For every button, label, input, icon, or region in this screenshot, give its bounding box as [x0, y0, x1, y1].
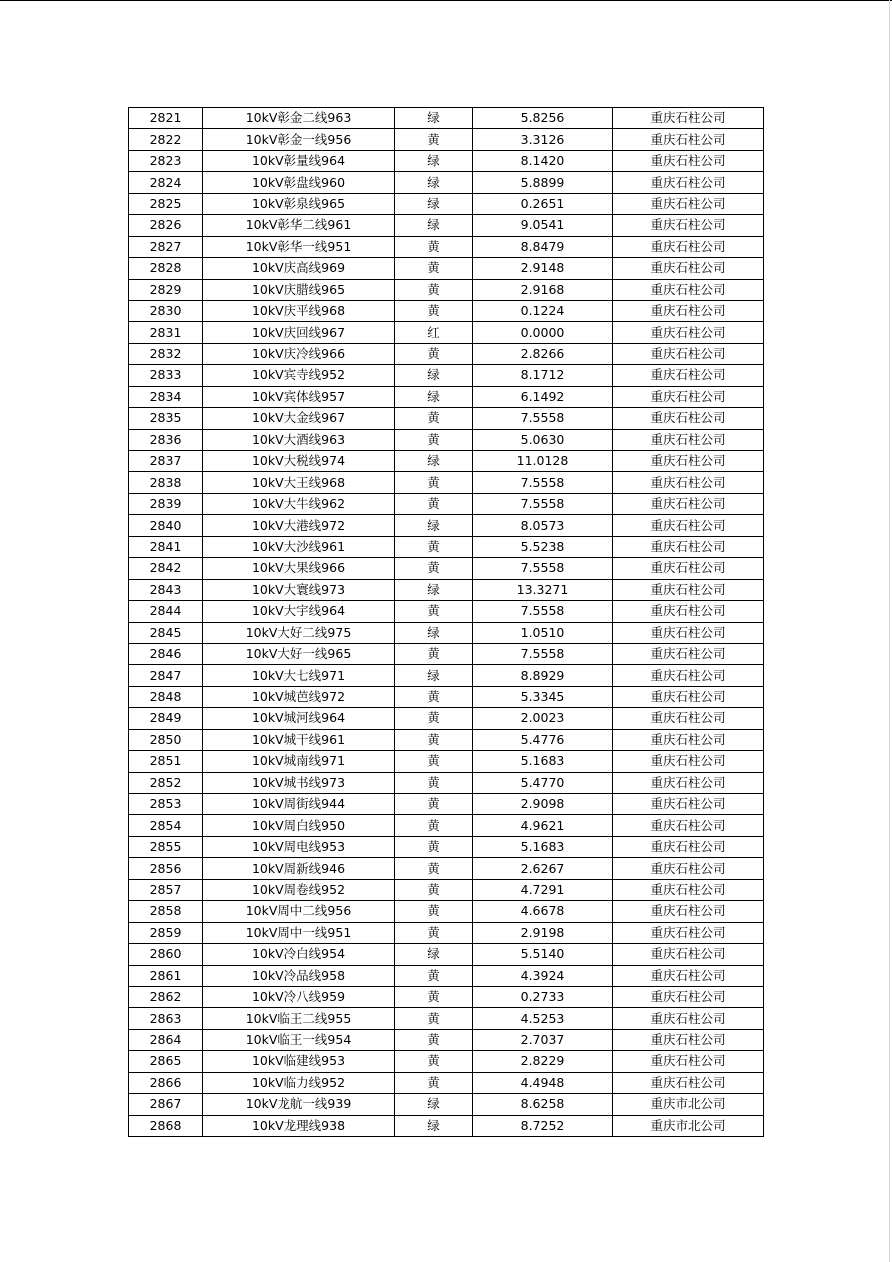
line-name-cell: 10kV庆高线969	[203, 258, 395, 279]
value-cell: 2.9098	[473, 794, 613, 815]
table-row	[129, 879, 764, 900]
table-row	[129, 1115, 764, 1136]
value-cell: 0.0000	[473, 322, 613, 343]
line-name-cell: 10kV大港线972	[203, 515, 395, 536]
table-row	[129, 1072, 764, 1093]
company-cell: 重庆石柱公司	[613, 944, 764, 965]
table-row	[129, 579, 764, 600]
line-name-cell: 10kV临力线952	[203, 1072, 395, 1093]
line-name-cell: 10kV大果线966	[203, 558, 395, 579]
company-cell: 重庆石柱公司	[613, 1051, 764, 1072]
row-number-cell: 2828	[129, 258, 203, 279]
line-name-cell: 10kV周街线944	[203, 794, 395, 815]
row-number-cell: 2851	[129, 751, 203, 772]
line-name-cell: 10kV临建线953	[203, 1051, 395, 1072]
status-cell: 黄	[395, 429, 473, 450]
table-row	[129, 365, 764, 386]
company-cell: 重庆石柱公司	[613, 386, 764, 407]
line-name-cell: 10kV城干线961	[203, 729, 395, 750]
row-number-cell: 2856	[129, 858, 203, 879]
line-name-cell: 10kV龙航一线939	[203, 1094, 395, 1115]
value-cell: 5.3345	[473, 686, 613, 707]
status-cell: 绿	[395, 108, 473, 129]
row-number-cell: 2842	[129, 558, 203, 579]
table-row	[129, 772, 764, 793]
status-cell: 黄	[395, 729, 473, 750]
row-number-cell: 2831	[129, 322, 203, 343]
value-cell: 2.6267	[473, 858, 613, 879]
table-row	[129, 258, 764, 279]
status-cell: 黄	[395, 836, 473, 857]
row-number-cell: 2868	[129, 1115, 203, 1136]
company-cell: 重庆石柱公司	[613, 729, 764, 750]
company-cell: 重庆石柱公司	[613, 129, 764, 150]
status-cell: 绿	[395, 193, 473, 214]
company-cell: 重庆石柱公司	[613, 150, 764, 171]
value-cell: 7.5558	[473, 408, 613, 429]
company-cell: 重庆石柱公司	[613, 1072, 764, 1093]
company-cell: 重庆石柱公司	[613, 1029, 764, 1050]
line-name-cell: 10kV城书线973	[203, 772, 395, 793]
value-cell: 5.8256	[473, 108, 613, 129]
company-cell: 重庆石柱公司	[613, 965, 764, 986]
row-number-cell: 2852	[129, 772, 203, 793]
status-cell: 黄	[395, 986, 473, 1007]
line-name-cell: 10kV周中二线956	[203, 901, 395, 922]
table-row	[129, 236, 764, 257]
value-cell: 8.8929	[473, 665, 613, 686]
line-name-cell: 10kV大税线974	[203, 451, 395, 472]
status-cell: 黄	[395, 300, 473, 321]
status-cell: 黄	[395, 601, 473, 622]
company-cell: 重庆石柱公司	[613, 300, 764, 321]
table-row	[129, 343, 764, 364]
value-cell: 4.9621	[473, 815, 613, 836]
status-cell: 黄	[395, 794, 473, 815]
line-name-cell: 10kV大七线971	[203, 665, 395, 686]
status-cell: 黄	[395, 472, 473, 493]
status-cell: 黄	[395, 493, 473, 514]
line-name-cell: 10kV彰泉线965	[203, 193, 395, 214]
company-cell: 重庆石柱公司	[613, 258, 764, 279]
table-row	[129, 622, 764, 643]
table-row	[129, 408, 764, 429]
row-number-cell: 2864	[129, 1029, 203, 1050]
value-cell: 0.1224	[473, 300, 613, 321]
table-row	[129, 429, 764, 450]
line-name-cell: 10kV周中一线951	[203, 922, 395, 943]
row-number-cell: 2867	[129, 1094, 203, 1115]
company-cell: 重庆石柱公司	[613, 365, 764, 386]
line-name-cell: 10kV临王二线955	[203, 1008, 395, 1029]
table-row	[129, 129, 764, 150]
table-row	[129, 1029, 764, 1050]
status-cell: 黄	[395, 1051, 473, 1072]
line-name-cell: 10kV冷品线958	[203, 965, 395, 986]
value-cell: 7.5558	[473, 601, 613, 622]
row-number-cell: 2854	[129, 815, 203, 836]
status-cell: 黄	[395, 815, 473, 836]
table-row	[129, 751, 764, 772]
value-cell: 4.5253	[473, 1008, 613, 1029]
table-row	[129, 279, 764, 300]
table-row	[129, 1008, 764, 1029]
status-cell: 黄	[395, 751, 473, 772]
row-number-cell: 2865	[129, 1051, 203, 1072]
company-cell: 重庆石柱公司	[613, 279, 764, 300]
value-cell: 2.8229	[473, 1051, 613, 1072]
status-cell: 绿	[395, 150, 473, 171]
row-number-cell: 2843	[129, 579, 203, 600]
row-number-cell: 2832	[129, 343, 203, 364]
value-cell: 11.0128	[473, 451, 613, 472]
status-cell: 黄	[395, 129, 473, 150]
status-cell: 绿	[395, 386, 473, 407]
line-name-cell: 10kV大寰线973	[203, 579, 395, 600]
value-cell: 7.5558	[473, 558, 613, 579]
company-cell: 重庆石柱公司	[613, 643, 764, 664]
status-cell: 黄	[395, 1029, 473, 1050]
value-cell: 8.8479	[473, 236, 613, 257]
table-row	[129, 815, 764, 836]
value-cell: 5.0630	[473, 429, 613, 450]
row-number-cell: 2823	[129, 150, 203, 171]
line-name-cell: 10kV庆回线967	[203, 322, 395, 343]
table-row	[129, 472, 764, 493]
company-cell: 重庆石柱公司	[613, 493, 764, 514]
value-cell: 0.2651	[473, 193, 613, 214]
table-row	[129, 686, 764, 707]
row-number-cell: 2866	[129, 1072, 203, 1093]
status-cell: 黄	[395, 536, 473, 557]
status-cell: 黄	[395, 236, 473, 257]
line-name-cell: 10kV庆腊线965	[203, 279, 395, 300]
table-row	[129, 901, 764, 922]
status-cell: 黄	[395, 686, 473, 707]
table-row	[129, 665, 764, 686]
row-number-cell: 2829	[129, 279, 203, 300]
company-cell: 重庆市北公司	[613, 1115, 764, 1136]
value-cell: 8.1712	[473, 365, 613, 386]
company-cell: 重庆石柱公司	[613, 772, 764, 793]
table-row	[129, 215, 764, 236]
line-name-cell: 10kV城芭线972	[203, 686, 395, 707]
line-name-cell: 10kV大好二线975	[203, 622, 395, 643]
status-cell: 黄	[395, 922, 473, 943]
status-cell: 黄	[395, 643, 473, 664]
status-cell: 绿	[395, 1115, 473, 1136]
table-row	[129, 708, 764, 729]
value-cell: 4.4948	[473, 1072, 613, 1093]
row-number-cell: 2862	[129, 986, 203, 1007]
row-number-cell: 2844	[129, 601, 203, 622]
row-number-cell: 2827	[129, 236, 203, 257]
value-cell: 2.8266	[473, 343, 613, 364]
status-cell: 绿	[395, 215, 473, 236]
line-name-cell: 10kV周卷线952	[203, 879, 395, 900]
company-cell: 重庆石柱公司	[613, 172, 764, 193]
value-cell: 8.6258	[473, 1094, 613, 1115]
company-cell: 重庆石柱公司	[613, 836, 764, 857]
company-cell: 重庆石柱公司	[613, 193, 764, 214]
table-row	[129, 794, 764, 815]
status-cell: 绿	[395, 622, 473, 643]
line-name-cell: 10kV彰量线964	[203, 150, 395, 171]
page-right-edge	[889, 0, 890, 1262]
row-number-cell: 2849	[129, 708, 203, 729]
line-name-cell: 10kV庆平线968	[203, 300, 395, 321]
table-row	[129, 150, 764, 171]
value-cell: 5.8899	[473, 172, 613, 193]
row-number-cell: 2859	[129, 922, 203, 943]
row-number-cell: 2825	[129, 193, 203, 214]
table-row	[129, 536, 764, 557]
table-row	[129, 515, 764, 536]
status-cell: 黄	[395, 1072, 473, 1093]
line-name-cell: 10kV庆冷线966	[203, 343, 395, 364]
row-number-cell: 2838	[129, 472, 203, 493]
row-number-cell: 2824	[129, 172, 203, 193]
company-cell: 重庆石柱公司	[613, 922, 764, 943]
row-number-cell: 2821	[129, 108, 203, 129]
table-row	[129, 643, 764, 664]
company-cell: 重庆石柱公司	[613, 601, 764, 622]
line-name-cell: 10kV冷八线959	[203, 986, 395, 1007]
row-number-cell: 2850	[129, 729, 203, 750]
value-cell: 8.1420	[473, 150, 613, 171]
company-cell: 重庆石柱公司	[613, 986, 764, 1007]
table-row	[129, 729, 764, 750]
status-cell: 绿	[395, 944, 473, 965]
value-cell: 7.5558	[473, 472, 613, 493]
company-cell: 重庆石柱公司	[613, 108, 764, 129]
company-cell: 重庆石柱公司	[613, 708, 764, 729]
status-cell: 绿	[395, 665, 473, 686]
company-cell: 重庆石柱公司	[613, 408, 764, 429]
line-name-cell: 10kV彰华二线961	[203, 215, 395, 236]
row-number-cell: 2822	[129, 129, 203, 150]
company-cell: 重庆石柱公司	[613, 665, 764, 686]
table-row	[129, 322, 764, 343]
value-cell: 4.6678	[473, 901, 613, 922]
status-cell: 绿	[395, 579, 473, 600]
value-cell: 4.7291	[473, 879, 613, 900]
row-number-cell: 2855	[129, 836, 203, 857]
row-number-cell: 2858	[129, 901, 203, 922]
table-row	[129, 386, 764, 407]
value-cell: 3.3126	[473, 129, 613, 150]
value-cell: 5.5140	[473, 944, 613, 965]
line-name-cell: 10kV临王一线954	[203, 1029, 395, 1050]
company-cell: 重庆石柱公司	[613, 215, 764, 236]
value-cell: 2.9168	[473, 279, 613, 300]
line-name-cell: 10kV冷白线954	[203, 944, 395, 965]
company-cell: 重庆石柱公司	[613, 429, 764, 450]
row-number-cell: 2847	[129, 665, 203, 686]
status-cell: 黄	[395, 772, 473, 793]
value-cell: 2.0023	[473, 708, 613, 729]
line-name-cell: 10kV大王线968	[203, 472, 395, 493]
line-name-cell: 10kV城南线971	[203, 751, 395, 772]
line-name-cell: 10kV周白线950	[203, 815, 395, 836]
company-cell: 重庆石柱公司	[613, 343, 764, 364]
company-cell: 重庆石柱公司	[613, 879, 764, 900]
table-row	[129, 493, 764, 514]
company-cell: 重庆石柱公司	[613, 515, 764, 536]
row-number-cell: 2830	[129, 300, 203, 321]
table-row	[129, 558, 764, 579]
value-cell: 5.1683	[473, 751, 613, 772]
line-name-cell: 10kV彰盘线960	[203, 172, 395, 193]
line-name-cell: 10kV城河线964	[203, 708, 395, 729]
row-number-cell: 2841	[129, 536, 203, 557]
table-row	[129, 1094, 764, 1115]
value-cell: 5.5238	[473, 536, 613, 557]
company-cell: 重庆石柱公司	[613, 236, 764, 257]
table-row	[129, 601, 764, 622]
company-cell: 重庆石柱公司	[613, 622, 764, 643]
row-number-cell: 2845	[129, 622, 203, 643]
table-row	[129, 451, 764, 472]
status-cell: 绿	[395, 365, 473, 386]
table-row	[129, 836, 764, 857]
line-status-table	[128, 107, 764, 1137]
line-name-cell: 10kV大酒线963	[203, 429, 395, 450]
status-cell: 黄	[395, 1008, 473, 1029]
line-name-cell: 10kV周新线946	[203, 858, 395, 879]
row-number-cell: 2848	[129, 686, 203, 707]
value-cell: 8.7252	[473, 1115, 613, 1136]
row-number-cell: 2835	[129, 408, 203, 429]
company-cell: 重庆石柱公司	[613, 536, 764, 557]
value-cell: 5.4776	[473, 729, 613, 750]
line-name-cell: 10kV大牛线962	[203, 493, 395, 514]
table-row	[129, 858, 764, 879]
row-number-cell: 2834	[129, 386, 203, 407]
table-row	[129, 965, 764, 986]
company-cell: 重庆石柱公司	[613, 558, 764, 579]
line-name-cell: 10kV周电线953	[203, 836, 395, 857]
value-cell: 1.0510	[473, 622, 613, 643]
line-name-cell: 10kV大沙线961	[203, 536, 395, 557]
status-cell: 绿	[395, 1094, 473, 1115]
value-cell: 8.0573	[473, 515, 613, 536]
company-cell: 重庆石柱公司	[613, 901, 764, 922]
row-number-cell: 2857	[129, 879, 203, 900]
value-cell: 2.9148	[473, 258, 613, 279]
value-cell: 2.7037	[473, 1029, 613, 1050]
status-cell: 黄	[395, 258, 473, 279]
line-name-cell: 10kV彰金二线963	[203, 108, 395, 129]
table-row	[129, 193, 764, 214]
table-row	[129, 300, 764, 321]
table-row	[129, 1051, 764, 1072]
company-cell: 重庆石柱公司	[613, 815, 764, 836]
row-number-cell: 2836	[129, 429, 203, 450]
row-number-cell: 2839	[129, 493, 203, 514]
row-number-cell: 2863	[129, 1008, 203, 1029]
status-cell: 黄	[395, 708, 473, 729]
company-cell: 重庆石柱公司	[613, 794, 764, 815]
row-number-cell: 2826	[129, 215, 203, 236]
status-cell: 黄	[395, 858, 473, 879]
value-cell: 5.1683	[473, 836, 613, 857]
company-cell: 重庆石柱公司	[613, 322, 764, 343]
row-number-cell: 2861	[129, 965, 203, 986]
table-row	[129, 944, 764, 965]
line-name-cell: 10kV大金线967	[203, 408, 395, 429]
status-cell: 黄	[395, 408, 473, 429]
line-name-cell: 10kV大好一线965	[203, 643, 395, 664]
table-row	[129, 922, 764, 943]
value-cell: 5.4770	[473, 772, 613, 793]
status-cell: 红	[395, 322, 473, 343]
status-cell: 绿	[395, 451, 473, 472]
value-cell: 2.9198	[473, 922, 613, 943]
status-cell: 黄	[395, 279, 473, 300]
value-cell: 7.5558	[473, 493, 613, 514]
row-number-cell: 2860	[129, 944, 203, 965]
status-cell: 黄	[395, 343, 473, 364]
status-cell: 黄	[395, 879, 473, 900]
value-cell: 7.5558	[473, 643, 613, 664]
line-name-cell: 10kV宾体线957	[203, 386, 395, 407]
table-row	[129, 172, 764, 193]
status-cell: 黄	[395, 965, 473, 986]
line-name-cell: 10kV彰金一线956	[203, 129, 395, 150]
company-cell: 重庆石柱公司	[613, 472, 764, 493]
value-cell: 13.3271	[473, 579, 613, 600]
status-cell: 绿	[395, 515, 473, 536]
company-cell: 重庆石柱公司	[613, 579, 764, 600]
line-name-cell: 10kV龙理线938	[203, 1115, 395, 1136]
line-name-cell: 10kV大宇线964	[203, 601, 395, 622]
status-cell: 黄	[395, 558, 473, 579]
status-cell: 黄	[395, 901, 473, 922]
company-cell: 重庆石柱公司	[613, 451, 764, 472]
row-number-cell: 2840	[129, 515, 203, 536]
page-top-rule	[0, 0, 892, 1]
status-cell: 绿	[395, 172, 473, 193]
row-number-cell: 2837	[129, 451, 203, 472]
company-cell: 重庆石柱公司	[613, 1008, 764, 1029]
row-number-cell: 2833	[129, 365, 203, 386]
value-cell: 9.0541	[473, 215, 613, 236]
company-cell: 重庆石柱公司	[613, 858, 764, 879]
row-number-cell: 2853	[129, 794, 203, 815]
company-cell: 重庆石柱公司	[613, 686, 764, 707]
table-row	[129, 986, 764, 1007]
table-row	[129, 108, 764, 129]
table-body	[129, 108, 764, 1137]
line-name-cell: 10kV彰华一线951	[203, 236, 395, 257]
value-cell: 0.2733	[473, 986, 613, 1007]
value-cell: 4.3924	[473, 965, 613, 986]
value-cell: 6.1492	[473, 386, 613, 407]
row-number-cell: 2846	[129, 643, 203, 664]
company-cell: 重庆石柱公司	[613, 751, 764, 772]
line-name-cell: 10kV宾寺线952	[203, 365, 395, 386]
company-cell: 重庆市北公司	[613, 1094, 764, 1115]
